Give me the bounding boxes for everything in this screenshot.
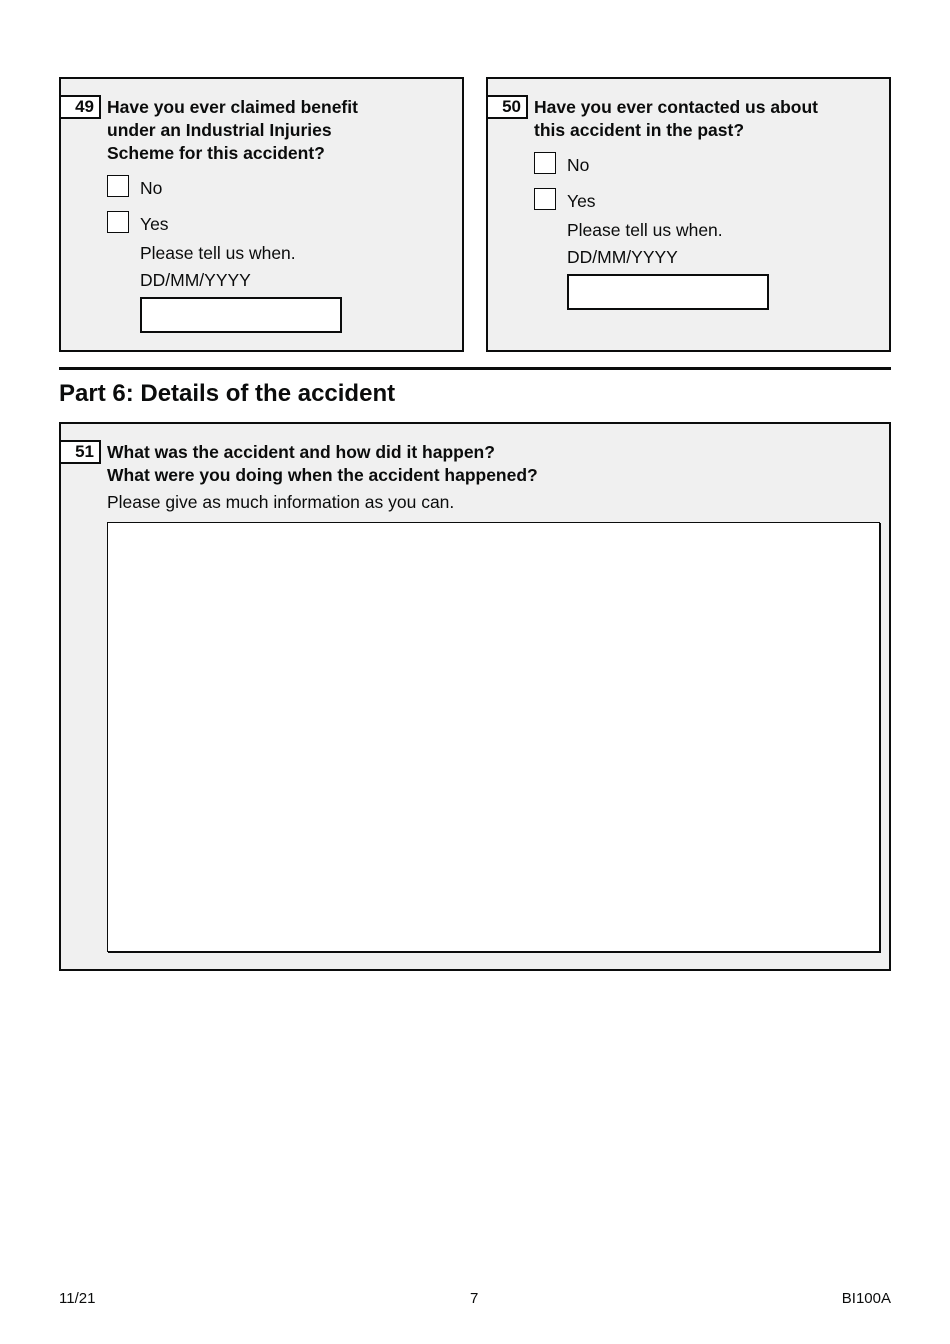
option-label: Yes — [567, 191, 596, 211]
date-format-hint: DD/MM/YYYY — [140, 270, 251, 290]
option-label: No — [567, 155, 590, 175]
question-title-line: Have you ever contacted us about — [534, 97, 818, 117]
question-51-box — [59, 422, 891, 971]
no-checkbox[interactable] — [534, 152, 556, 174]
question-title — [107, 96, 457, 165]
question-49-box — [59, 77, 464, 352]
date-hint: Please tell us when. — [140, 243, 296, 263]
date-hint: Please tell us when. — [567, 220, 723, 240]
section-divider — [59, 367, 891, 370]
question-title — [534, 96, 884, 142]
question-title-line: under an Industrial Injuries — [107, 120, 332, 140]
no-checkbox[interactable] — [107, 175, 129, 197]
question-title-line: Scheme for this accident? — [107, 143, 325, 163]
question-number: 50 — [488, 95, 528, 119]
date-format-hint: DD/MM/YYYY — [567, 247, 678, 267]
accident-details-textarea[interactable] — [107, 522, 880, 952]
form-code: BI100A — [841, 1290, 891, 1307]
date-input[interactable] — [567, 274, 769, 310]
footer-date: 11/21 — [59, 1290, 96, 1307]
question-50-box — [486, 77, 891, 352]
option-label: No — [140, 178, 163, 198]
part-title: Part 6: Details of the accident — [59, 380, 396, 407]
question-title — [107, 441, 867, 487]
yes-checkbox[interactable] — [107, 211, 129, 233]
page-number: 7 — [470, 1290, 479, 1307]
option-label: Yes — [140, 214, 169, 234]
question-title-line: What was the accident and how did it happen? — [107, 442, 495, 462]
date-input[interactable] — [140, 297, 342, 333]
question-title-line: What were you doing when the accident happened? — [107, 465, 538, 485]
question-title-line: Have you ever claimed benefit — [107, 97, 358, 117]
question-title-line: this accident in the past? — [534, 120, 745, 140]
yes-checkbox[interactable] — [534, 188, 556, 210]
question-number: 49 — [61, 95, 101, 119]
answer-hint: Please give as much information as you can. — [107, 492, 455, 512]
question-number: 51 — [61, 440, 101, 464]
